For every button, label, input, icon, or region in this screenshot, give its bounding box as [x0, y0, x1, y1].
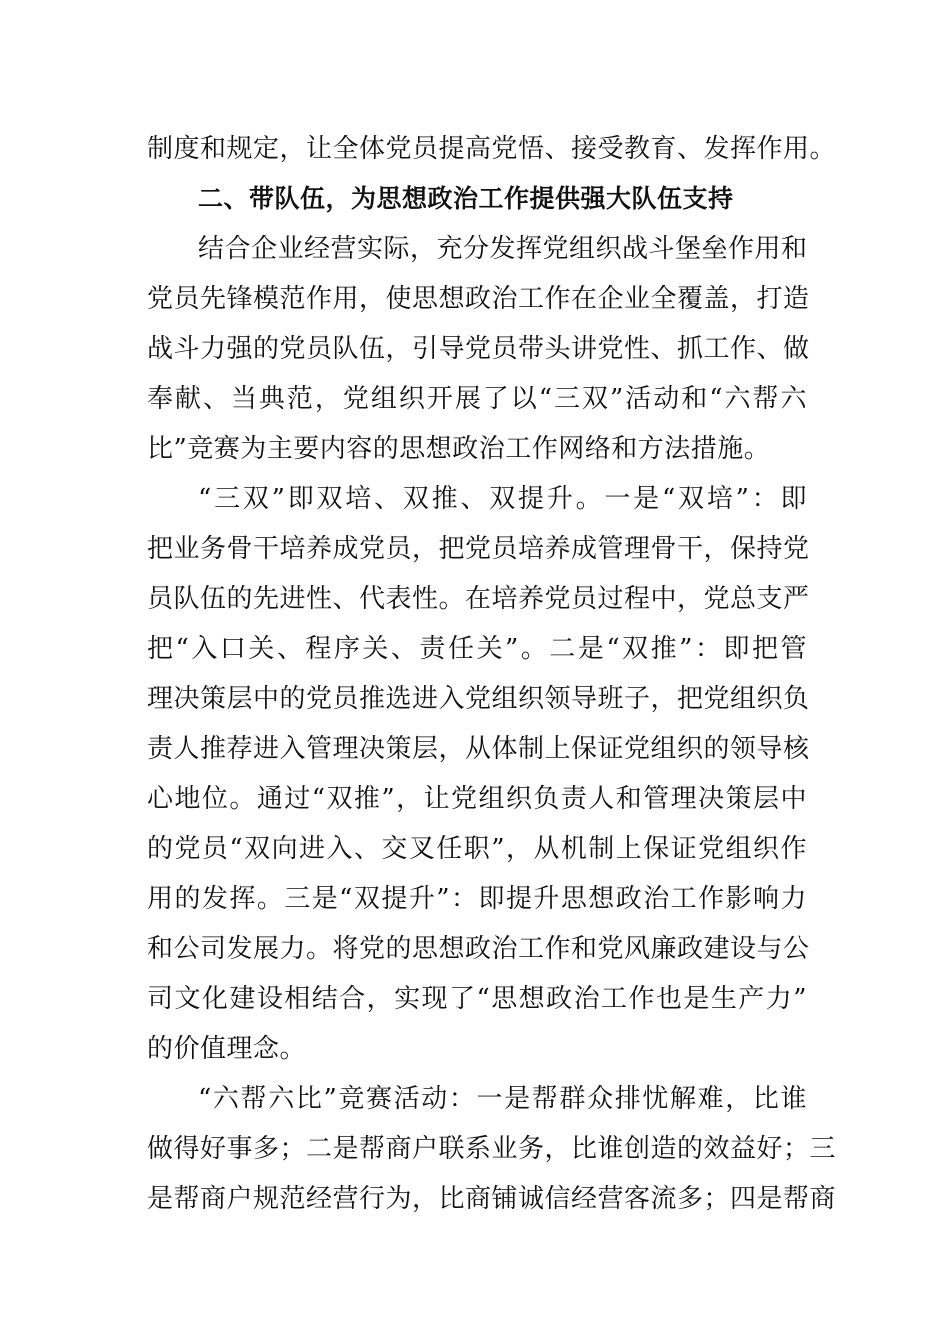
- paragraph-line: 和公司发展力。将党的思想政治工作和党风廉政建设与公: [147, 934, 810, 964]
- paragraph-line: “三双”即双培、双推、双提升。一是“双培”：即: [198, 484, 807, 514]
- paragraph-line: 比”竞赛为主要内容的思想政治工作网络和方法措施。: [147, 434, 771, 464]
- paragraph-line: “六帮六比”竞赛活动：一是帮群众排忧解难，比谁: [198, 1084, 807, 1114]
- paragraph-line: 把“入口关、程序关、责任关”。二是“双推”：即把管: [147, 634, 807, 664]
- paragraph-line: 用的发挥。三是“双提升”：即提升思想政治工作影响力: [147, 884, 807, 914]
- paragraph-line: 奉献、当典范，党组织开展了以“三双”活动和“六帮六: [147, 384, 807, 414]
- paragraph-line: 是帮商户规范经营行为，比商铺诚信经营客流多；四是帮商: [147, 1184, 837, 1214]
- section-heading: 二、带队伍，为思想政治工作提供强大队伍支持: [198, 184, 734, 213]
- paragraph-line: 的党员“双向进入、交叉任职”，从机制上保证党组织作: [147, 834, 807, 864]
- paragraph-line: 制度和规定，让全体党员提高党悟、接受教育、发挥作用。: [147, 134, 837, 164]
- paragraph-line: 做得好事多；二是帮商户联系业务，比谁创造的效益好；三: [147, 1134, 837, 1164]
- paragraph-line: 党员先锋模范作用，使思想政治工作在企业全覆盖，打造: [147, 284, 810, 314]
- paragraph-line: 的价值理念。: [147, 1034, 307, 1064]
- paragraph-line: 员队伍的先进性、代表性。在培养党员过程中，党总支严: [147, 584, 810, 614]
- paragraph-line: 结合企业经营实际，充分发挥党组织战斗堡垒作用和: [198, 234, 808, 264]
- paragraph-line: 理决策层中的党员推选进入党组织领导班子，把党组织负: [147, 684, 810, 714]
- paragraph-line: 责人推荐进入管理决策层，从体制上保证党组织的领导核: [147, 734, 810, 764]
- paragraph-line: 心地位。通过“双推”，让党组织负责人和管理决策层中: [147, 784, 807, 814]
- paragraph-line: 战斗力强的党员队伍，引导党员带头讲党性、抓工作、做: [147, 334, 810, 364]
- paragraph-line: 把业务骨干培养成党员，把党员培养成管理骨干，保持党: [147, 534, 810, 564]
- paragraph-line: 司文化建设相结合，实现了“思想政治工作也是生产力”: [147, 984, 807, 1014]
